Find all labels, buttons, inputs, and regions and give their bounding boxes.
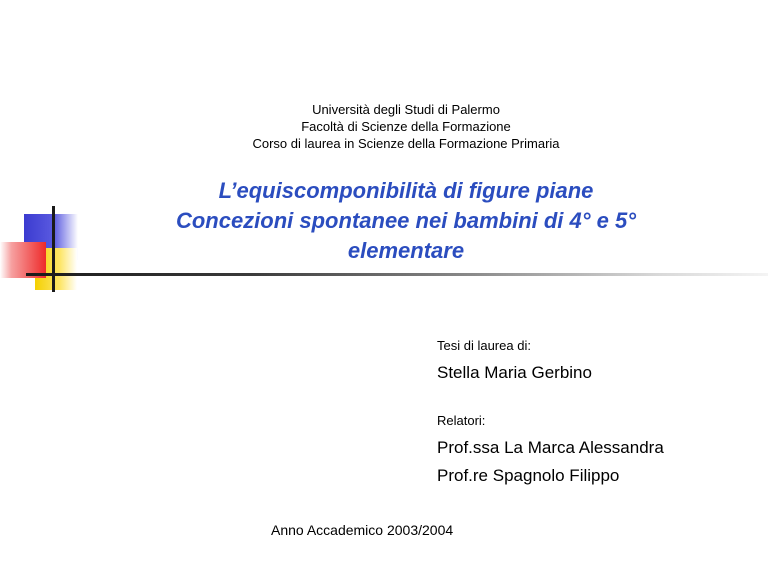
institution-block xyxy=(0,101,768,152)
degree-course: Corso di laurea in Scienze della Formazione Primaria xyxy=(252,136,560,151)
faculty-name: Facoltà di Scienze della Formazione xyxy=(301,119,511,134)
title-line-1: L’equiscomponibilità di figure piane xyxy=(218,178,594,203)
advisors-label: Relatori: xyxy=(437,413,486,428)
university-name: Università degli Studi di Palermo xyxy=(312,102,500,117)
title-line-2: Concezioni spontanee nei bambini di 4° e 5° xyxy=(175,208,637,233)
advisor-name-2: Prof.re Spagnolo Filippo xyxy=(437,466,620,485)
advisor-name-1: Prof.ssa La Marca Alessandra xyxy=(437,438,664,457)
thesis-author-label: Tesi di laurea di: xyxy=(437,338,531,353)
academic-year: Anno Accademico 2003/2004 xyxy=(271,522,454,538)
thesis-title xyxy=(0,176,768,266)
thesis-author-name: Stella Maria Gerbino xyxy=(437,363,592,382)
title-line-3: elementare xyxy=(347,238,465,263)
decor-horizontal-line xyxy=(26,273,768,276)
